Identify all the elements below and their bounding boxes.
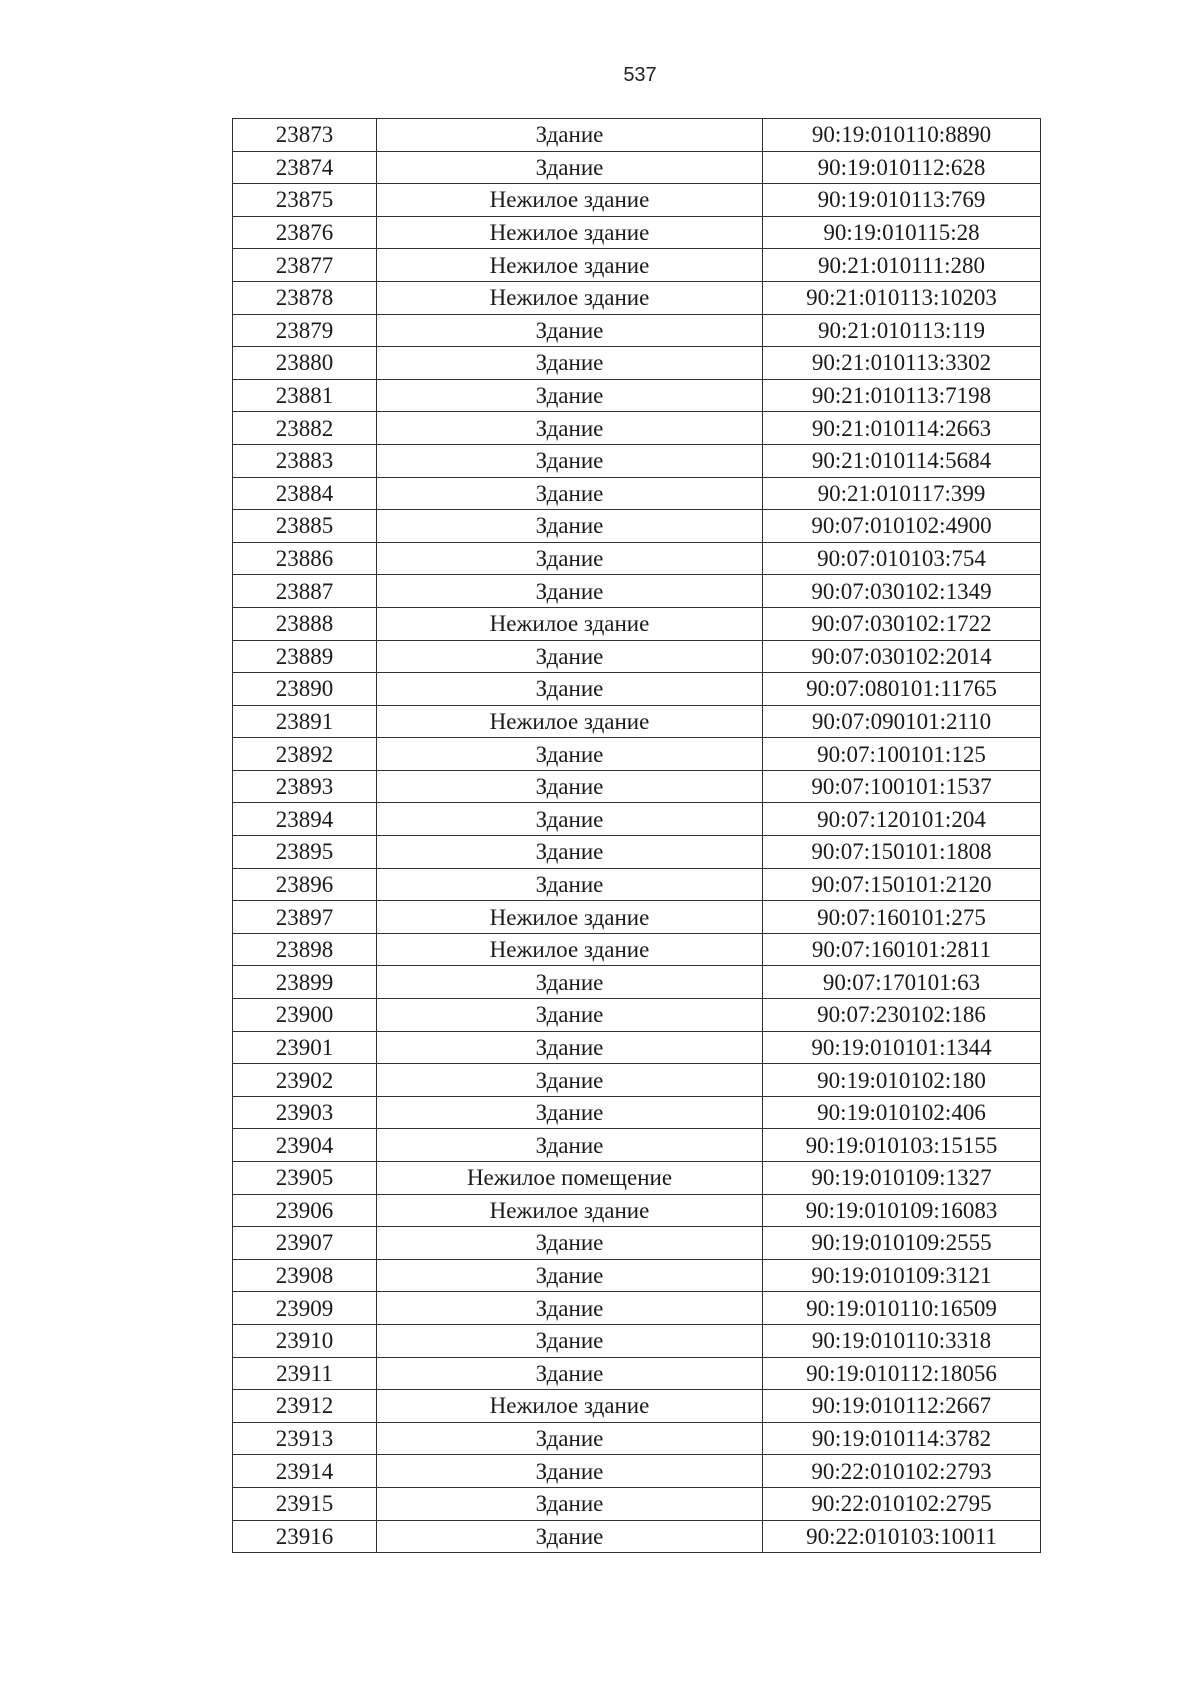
object-type-cell: Здание [377,151,763,184]
object-type-cell: Здание [377,412,763,445]
row-number-cell: 23905 [233,1162,377,1195]
row-number-cell: 23902 [233,1064,377,1097]
object-type-cell: Здание [377,1520,763,1553]
object-type-cell: Здание [377,119,763,152]
table-row [233,1487,1041,1520]
cadastral-number-cell: 90:07:030102:1722 [763,607,1041,640]
row-number-cell: 23893 [233,770,377,803]
object-type-cell: Нежилое помещение [377,1162,763,1195]
cadastral-number-cell: 90:07:160101:2811 [763,933,1041,966]
table-row [233,1064,1041,1097]
object-type-cell: Здание [377,542,763,575]
row-number-cell: 23875 [233,184,377,217]
cadastral-number-cell: 90:19:010112:18056 [763,1357,1041,1390]
row-number-cell: 23914 [233,1455,377,1488]
object-type-cell: Здание [377,640,763,673]
table-row [233,216,1041,249]
object-type-cell: Здание [377,477,763,510]
cadastral-number-cell: 90:07:120101:204 [763,803,1041,836]
cadastral-number-cell: 90:19:010102:180 [763,1064,1041,1097]
table-row [233,575,1041,608]
table-row [233,542,1041,575]
cadastral-number-cell: 90:19:010109:2555 [763,1227,1041,1260]
cadastral-number-cell: 90:07:100101:1537 [763,770,1041,803]
object-type-cell: Здание [377,1031,763,1064]
cadastral-number-cell: 90:07:090101:2110 [763,705,1041,738]
row-number-cell: 23884 [233,477,377,510]
row-number-cell: 23889 [233,640,377,673]
cadastral-number-cell: 90:19:010112:628 [763,151,1041,184]
cadastral-number-cell: 90:19:010103:15155 [763,1129,1041,1162]
table-row [233,1292,1041,1325]
cadastral-number-cell: 90:19:010115:28 [763,216,1041,249]
row-number-cell: 23881 [233,379,377,412]
row-number-cell: 23885 [233,510,377,543]
cadastral-number-cell: 90:21:010113:3302 [763,347,1041,380]
object-type-cell: Здание [377,1292,763,1325]
object-type-cell: Здание [377,836,763,869]
object-type-cell: Здание [377,1324,763,1357]
cadastral-number-cell: 90:19:010109:3121 [763,1259,1041,1292]
table-row [233,1259,1041,1292]
cadastral-number-cell: 90:21:010113:7198 [763,379,1041,412]
object-type-cell: Нежилое здание [377,705,763,738]
object-type-cell: Нежилое здание [377,1194,763,1227]
table-row [233,966,1041,999]
cadastral-number-cell: 90:19:010112:2667 [763,1390,1041,1423]
table-row [233,1129,1041,1162]
object-type-cell: Здание [377,347,763,380]
cadastral-number-cell: 90:07:230102:186 [763,999,1041,1032]
table-row [233,1227,1041,1260]
object-type-cell: Нежилое здание [377,281,763,314]
table-row [233,119,1041,152]
row-number-cell: 23876 [233,216,377,249]
table-row [233,281,1041,314]
table-row [233,1324,1041,1357]
row-number-cell: 23901 [233,1031,377,1064]
table-row [233,836,1041,869]
row-number-cell: 23891 [233,705,377,738]
object-type-cell: Здание [377,1259,763,1292]
row-number-cell: 23896 [233,868,377,901]
object-type-cell: Нежилое здание [377,184,763,217]
table-row [233,1455,1041,1488]
row-number-cell: 23900 [233,999,377,1032]
object-type-cell: Здание [377,1064,763,1097]
object-type-cell: Здание [377,673,763,706]
table-row [233,444,1041,477]
cadastral-number-cell: 90:19:010102:406 [763,1096,1041,1129]
row-number-cell: 23908 [233,1259,377,1292]
table-row [233,510,1041,543]
table-row [233,933,1041,966]
table-row [233,673,1041,706]
row-number-cell: 23913 [233,1422,377,1455]
cadastral-number-cell: 90:07:100101:125 [763,738,1041,771]
table-row [233,379,1041,412]
cadastral-number-cell: 90:22:010103:10011 [763,1520,1041,1553]
row-number-cell: 23912 [233,1390,377,1423]
object-type-cell: Нежилое здание [377,1390,763,1423]
row-number-cell: 23887 [233,575,377,608]
cadastral-number-cell: 90:07:170101:63 [763,966,1041,999]
cadastral-number-cell: 90:19:010101:1344 [763,1031,1041,1064]
cadastral-number-cell: 90:21:010113:119 [763,314,1041,347]
object-type-cell: Здание [377,1227,763,1260]
cadastral-number-cell: 90:21:010113:10203 [763,281,1041,314]
cadastral-number-cell: 90:07:010102:4900 [763,510,1041,543]
cadastral-number-cell: 90:07:010103:754 [763,542,1041,575]
row-number-cell: 23903 [233,1096,377,1129]
row-number-cell: 23897 [233,901,377,934]
object-type-cell: Здание [377,738,763,771]
object-type-cell: Нежилое здание [377,607,763,640]
row-number-cell: 23886 [233,542,377,575]
object-type-cell: Нежилое здание [377,249,763,282]
cadastral-number-cell: 90:19:010110:16509 [763,1292,1041,1325]
row-number-cell: 23904 [233,1129,377,1162]
table-row [233,738,1041,771]
object-type-cell: Здание [377,770,763,803]
row-number-cell: 23879 [233,314,377,347]
row-number-cell: 23888 [233,607,377,640]
cadastral-number-cell: 90:19:010110:8890 [763,119,1041,152]
object-type-cell: Здание [377,1096,763,1129]
row-number-cell: 23906 [233,1194,377,1227]
page-number: 537 [623,64,657,86]
cadastral-number-cell: 90:07:150101:2120 [763,868,1041,901]
table-row [233,999,1041,1032]
table-row [233,640,1041,673]
cadastral-number-cell: 90:07:030102:1349 [763,575,1041,608]
cadastral-number-cell: 90:19:010109:16083 [763,1194,1041,1227]
cadastral-number-cell: 90:22:010102:2793 [763,1455,1041,1488]
table-row [233,1520,1041,1553]
row-number-cell: 23873 [233,119,377,152]
table-row [233,314,1041,347]
table-row [233,249,1041,282]
table-row [233,770,1041,803]
object-type-cell: Здание [377,1129,763,1162]
table-row [233,803,1041,836]
row-number-cell: 23910 [233,1324,377,1357]
table-row [233,1162,1041,1195]
row-number-cell: 23877 [233,249,377,282]
object-type-cell: Здание [377,510,763,543]
cadastral-number-cell: 90:21:010111:280 [763,249,1041,282]
row-number-cell: 23916 [233,1520,377,1553]
cadastral-number-cell: 90:22:010102:2795 [763,1487,1041,1520]
object-type-cell: Нежилое здание [377,933,763,966]
object-type-cell: Здание [377,1455,763,1488]
table-row [233,1031,1041,1064]
cadastral-number-cell: 90:19:010110:3318 [763,1324,1041,1357]
object-type-cell: Здание [377,966,763,999]
cadastral-number-cell: 90:21:010114:5684 [763,444,1041,477]
object-type-cell: Здание [377,444,763,477]
object-type-cell: Здание [377,1422,763,1455]
object-type-cell: Здание [377,1487,763,1520]
table-row [233,1194,1041,1227]
cadastral-number-cell: 90:21:010117:399 [763,477,1041,510]
object-type-cell: Нежилое здание [377,901,763,934]
row-number-cell: 23874 [233,151,377,184]
cadastral-number-cell: 90:19:010113:769 [763,184,1041,217]
table-row [233,184,1041,217]
row-number-cell: 23898 [233,933,377,966]
table-row [233,705,1041,738]
row-number-cell: 23911 [233,1357,377,1390]
row-number-cell: 23878 [233,281,377,314]
object-type-cell: Здание [377,575,763,608]
object-type-cell: Нежилое здание [377,216,763,249]
property-table [232,118,1041,1553]
table-row [233,347,1041,380]
row-number-cell: 23894 [233,803,377,836]
row-number-cell: 23883 [233,444,377,477]
table-row [233,151,1041,184]
object-type-cell: Здание [377,1357,763,1390]
cadastral-number-cell: 90:19:010109:1327 [763,1162,1041,1195]
table-row [233,1390,1041,1423]
cadastral-number-cell: 90:21:010114:2663 [763,412,1041,445]
table-row [233,412,1041,445]
row-number-cell: 23890 [233,673,377,706]
table-row [233,607,1041,640]
row-number-cell: 23895 [233,836,377,869]
cadastral-number-cell: 90:07:080101:11765 [763,673,1041,706]
row-number-cell: 23892 [233,738,377,771]
table-row [233,1096,1041,1129]
table-row [233,868,1041,901]
row-number-cell: 23907 [233,1227,377,1260]
cadastral-number-cell: 90:07:030102:2014 [763,640,1041,673]
object-type-cell: Здание [377,999,763,1032]
row-number-cell: 23899 [233,966,377,999]
table-row [233,901,1041,934]
cadastral-number-cell: 90:07:150101:1808 [763,836,1041,869]
row-number-cell: 23880 [233,347,377,380]
table-row [233,1422,1041,1455]
object-type-cell: Здание [377,803,763,836]
object-type-cell: Здание [377,314,763,347]
cadastral-number-cell: 90:07:160101:275 [763,901,1041,934]
table-row [233,477,1041,510]
object-type-cell: Здание [377,379,763,412]
row-number-cell: 23909 [233,1292,377,1325]
table-body [233,119,1041,1553]
table-row [233,1357,1041,1390]
row-number-cell: 23915 [233,1487,377,1520]
row-number-cell: 23882 [233,412,377,445]
object-type-cell: Здание [377,868,763,901]
cadastral-number-cell: 90:19:010114:3782 [763,1422,1041,1455]
